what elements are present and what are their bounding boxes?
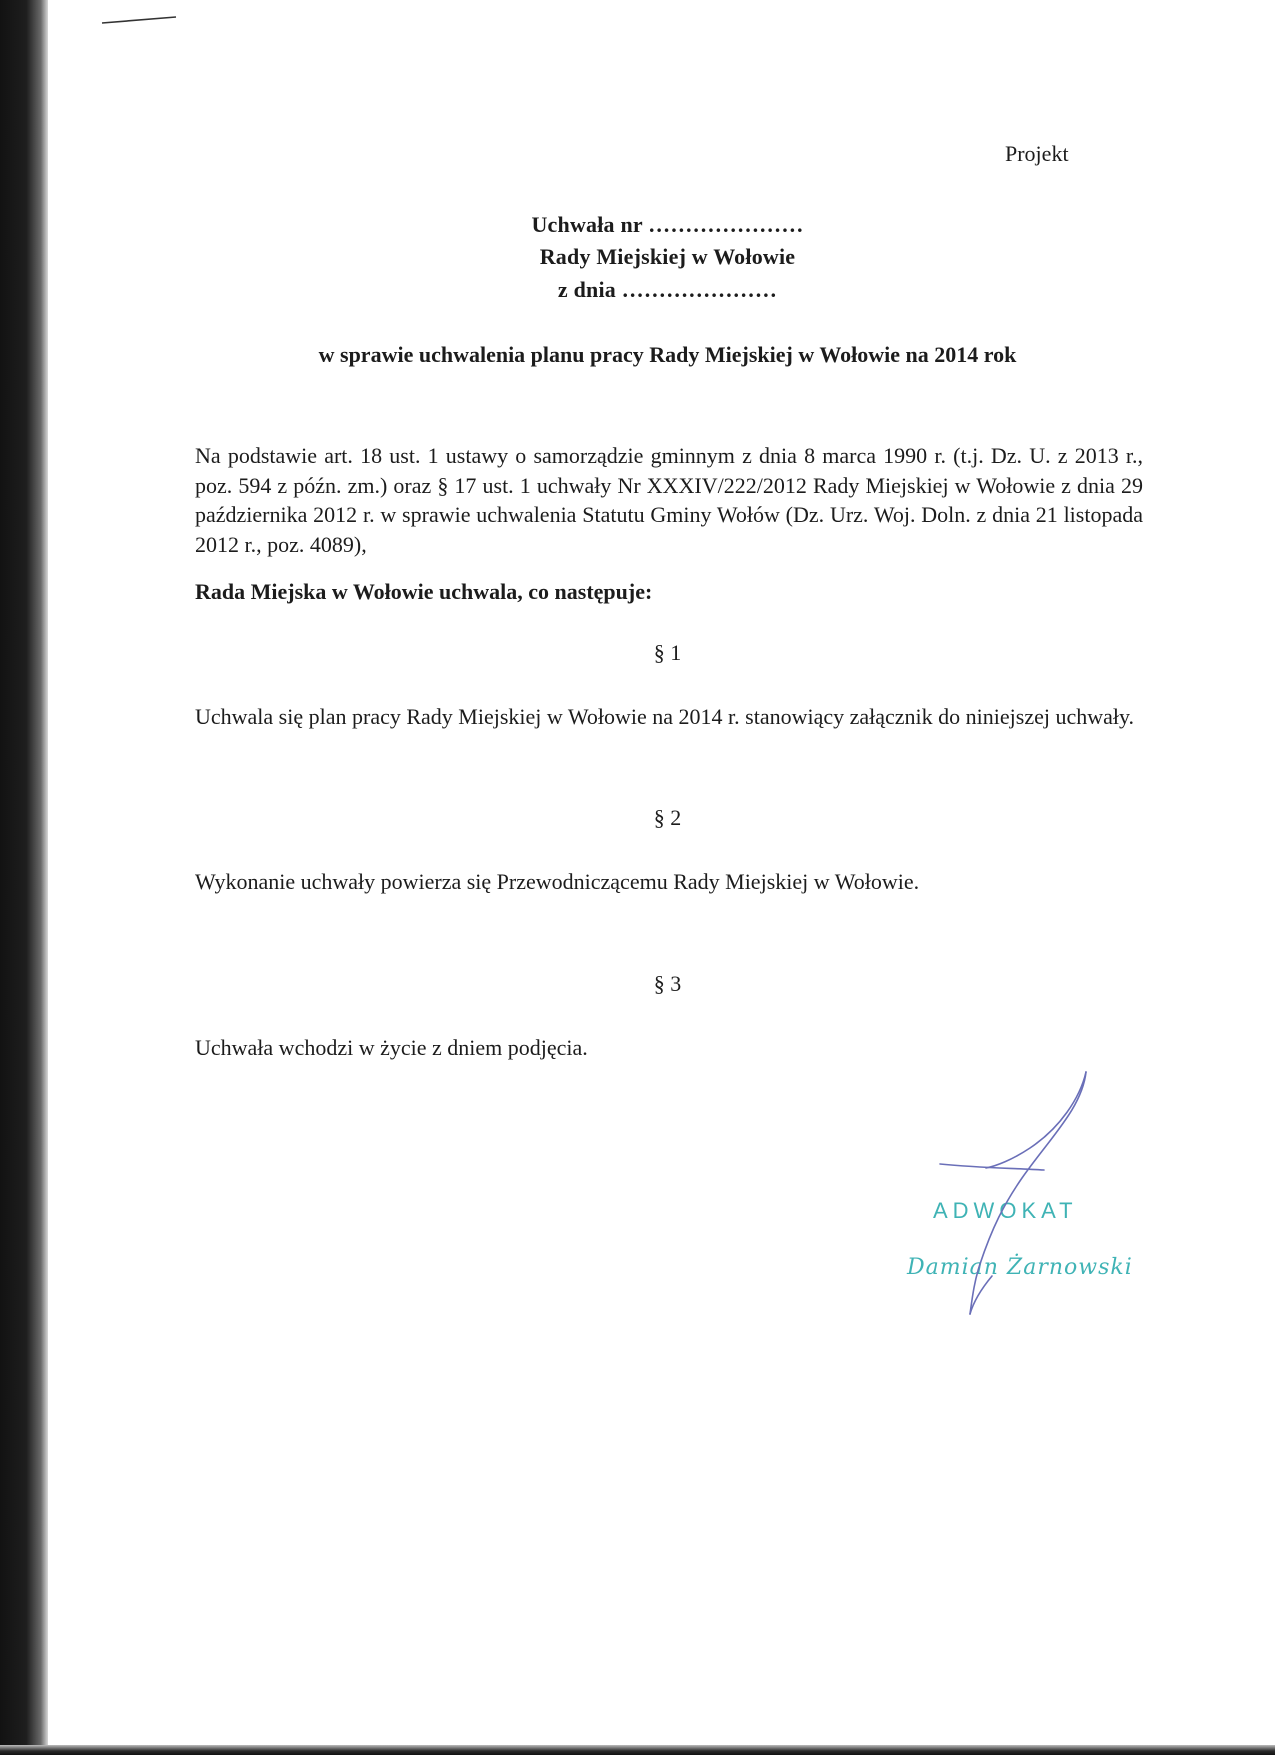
handwritten-signature [900,1068,1120,1318]
section-1-text: Uchwala się plan pracy Rady Miejskiej w Wołowie na 2014 r. stanowiący załącznik do niniejszej uchwały. [195,704,1135,729]
legal-basis-text: Na podstawie art. 18 ust. 1 ustawy o samorządzie gminnym z dnia 8 marca 1990 r. (t.j. Dz. U. z 2013 r., poz. 594 z późn. zm.) oraz § 17 ust. 1 uchwały Nr XXXIV/222/2012 Rady Miejskiej w Wołowie z dnia 29 października 2012 r. w sprawie uchwalenia Statutu Gminy Wołów (Dz. Urz. Woj. Doln. z dnia 21 listopada 2012 r., poz. 4089), [195,443,1143,557]
resolution-number-line: Uchwała nr ………………… [531,212,804,237]
section-2-mark: § 2 [653,805,682,830]
council-name-line: Rady Miejskiej w Wołowie [539,244,796,269]
section-2-text: Wykonanie uchwały powierza się Przewodniczącemu Rady Miejskiej w Wołowie. [195,869,920,894]
legal-basis-paragraph [195,441,1143,559]
resolves-line: Rada Miejska w Wołowie uchwala, co następuje: [195,579,653,604]
resolution-subject: w sprawie uchwalenia planu pracy Rady Miejskiej w Wołowie na 2014 rok [318,342,1017,367]
section-3-text: Uchwała wchodzi w życie z dniem podjęcia. [195,1035,588,1060]
stamp-name: Damian Żarnowski [907,1255,1133,1280]
section-3-mark: § 3 [653,971,682,996]
section-1-mark: § 1 [653,640,682,665]
stamp-title: ADWOKAT [933,1198,1078,1223]
resolution-date-line: z dnia ………………… [557,277,778,302]
draft-label: Projekt [1005,141,1069,166]
